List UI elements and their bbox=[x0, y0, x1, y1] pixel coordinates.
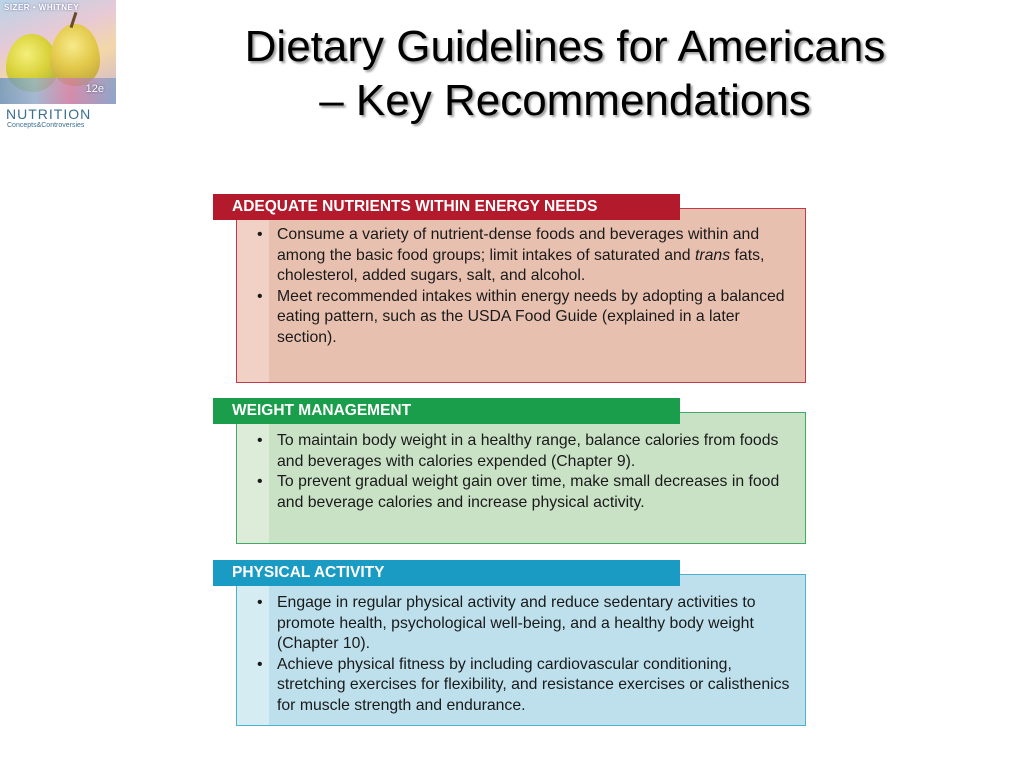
list-item-italic: trans bbox=[695, 246, 731, 264]
section-weight-management bbox=[213, 398, 806, 511]
slide-title bbox=[130, 20, 1000, 128]
bullet-icon: • bbox=[257, 432, 263, 449]
logo-brand: NUTRITION bbox=[6, 106, 92, 122]
pear-illustration bbox=[50, 24, 100, 86]
section-header: ADEQUATE NUTRIENTS WITHIN ENERGY NEEDS bbox=[213, 194, 680, 220]
bullet-icon: • bbox=[257, 287, 263, 305]
bullet-icon: • bbox=[257, 226, 263, 243]
slide-title-line1: Dietary Guidelines for Americans bbox=[244, 22, 886, 71]
list-item-text: Engage in regular physical activity and reduce sedentary activities to promote health, psychological well-being, and a healthy body weight (Chapter 10). bbox=[277, 594, 756, 652]
section-box bbox=[236, 574, 806, 726]
list-item-text: To maintain body weight in a healthy range, balance calories from foods and beverages with calories expended (Chapter 9). bbox=[277, 432, 779, 470]
section-box bbox=[236, 412, 806, 544]
list-item bbox=[245, 472, 797, 513]
cover-image bbox=[0, 0, 116, 104]
bullet-icon: • bbox=[257, 655, 263, 673]
bullet-icon: • bbox=[257, 473, 263, 490]
list-item bbox=[245, 593, 797, 655]
list-item-text: Consume a variety of nutrient-dense foods and beverages within and among the basic food groups; limit intakes of saturated and bbox=[277, 226, 760, 264]
slide-title-line2: – Key Recommendations bbox=[319, 76, 811, 125]
section-physical-activity bbox=[213, 560, 806, 714]
cover-edition: 12e bbox=[85, 83, 104, 95]
cover-authors: SIZER • WHITNEY bbox=[4, 3, 80, 12]
book-cover-logo bbox=[0, 0, 116, 132]
list-item bbox=[245, 655, 797, 717]
list-item-text: Achieve physical fitness by including cardiovascular conditioning, stretching exercises for flexibility, and resistance exercises or calisthenics for muscle strength and endurance. bbox=[277, 655, 790, 714]
section-header: WEIGHT MANAGEMENT bbox=[213, 398, 680, 424]
list-item-text: fats, cholesterol, added sugars, salt, and alcohol. bbox=[277, 246, 765, 284]
section-box bbox=[236, 208, 806, 383]
section-header: PHYSICAL ACTIVITY bbox=[213, 560, 680, 586]
list-item bbox=[245, 225, 797, 287]
list-item-text: Meet recommended intakes within energy needs by adopting a balanced eating pattern, such as the USDA Food Guide (explained in a later section). bbox=[277, 287, 785, 346]
section-adequate-nutrients bbox=[213, 194, 806, 346]
list-item bbox=[245, 431, 797, 472]
list-item bbox=[245, 287, 797, 349]
logo-tagline: Concepts&Controversies bbox=[7, 122, 85, 129]
list-item-text: To prevent gradual weight gain over time, make small decreases in food and beverage calories and increase physical activity. bbox=[277, 473, 780, 511]
bullet-icon: • bbox=[257, 594, 263, 611]
